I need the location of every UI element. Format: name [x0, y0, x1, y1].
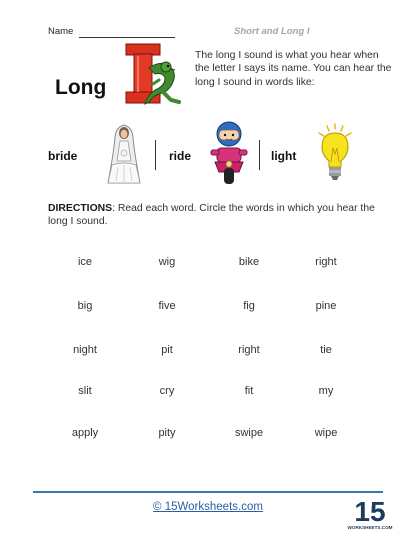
word-item[interactable]: five — [158, 300, 176, 312]
word-item[interactable]: cry — [159, 385, 175, 397]
example-word-ride: ride — [169, 149, 192, 163]
example-word-bride: bride — [48, 149, 78, 163]
word-item[interactable]: pine — [315, 300, 337, 312]
word-item[interactable]: ice — [77, 256, 93, 268]
name-label: Name — [48, 26, 74, 37]
word-item[interactable]: wig — [158, 256, 176, 268]
footer-divider — [33, 491, 383, 493]
directions-label: DIRECTIONS — [48, 203, 113, 214]
word-item[interactable]: swipe — [234, 427, 264, 439]
directions-text: : Read each word. Circle the words in which you hear the long I sound. — [48, 203, 375, 227]
word-item[interactable]: big — [77, 300, 93, 312]
word-item[interactable]: bike — [238, 256, 260, 268]
word-item[interactable]: right — [315, 256, 337, 268]
word-item[interactable]: fit — [244, 385, 254, 397]
word-item[interactable]: wipe — [314, 427, 338, 439]
letter-i-dinosaur-icon — [119, 42, 189, 108]
footer-link[interactable]: © 15Worksheets.com — [153, 501, 263, 513]
logo-text: WORKSHEETS.COM — [347, 525, 393, 530]
example-divider — [155, 140, 156, 170]
light-bulb-icon — [315, 124, 355, 184]
word-item[interactable]: my — [318, 385, 334, 397]
word-item[interactable]: night — [73, 344, 97, 356]
motorcycle-rider-icon — [205, 120, 253, 186]
intro-paragraph: The long I sound is what you hear when the letter I says its name. You can hear the long I sound in words like: — [195, 50, 392, 88]
15worksheets-logo-icon — [347, 494, 393, 532]
word-item[interactable]: fig — [243, 300, 255, 312]
word-item[interactable]: pit — [161, 344, 173, 356]
directions — [48, 202, 378, 228]
word-item[interactable]: right — [238, 344, 260, 356]
word-item[interactable]: pity — [158, 427, 176, 439]
worksheet-title: Short and Long I — [234, 26, 310, 37]
example-word-light: light — [271, 149, 297, 163]
word-item[interactable]: tie — [320, 344, 332, 356]
example-divider — [259, 140, 260, 170]
word-item[interactable]: slit — [78, 385, 92, 397]
worksheet-header — [48, 26, 378, 40]
bride-icon — [102, 121, 146, 187]
long-heading: Long — [55, 76, 107, 99]
logo-number: 15 — [354, 496, 386, 527]
name-write-line — [79, 37, 175, 38]
word-item[interactable]: apply — [71, 427, 99, 439]
